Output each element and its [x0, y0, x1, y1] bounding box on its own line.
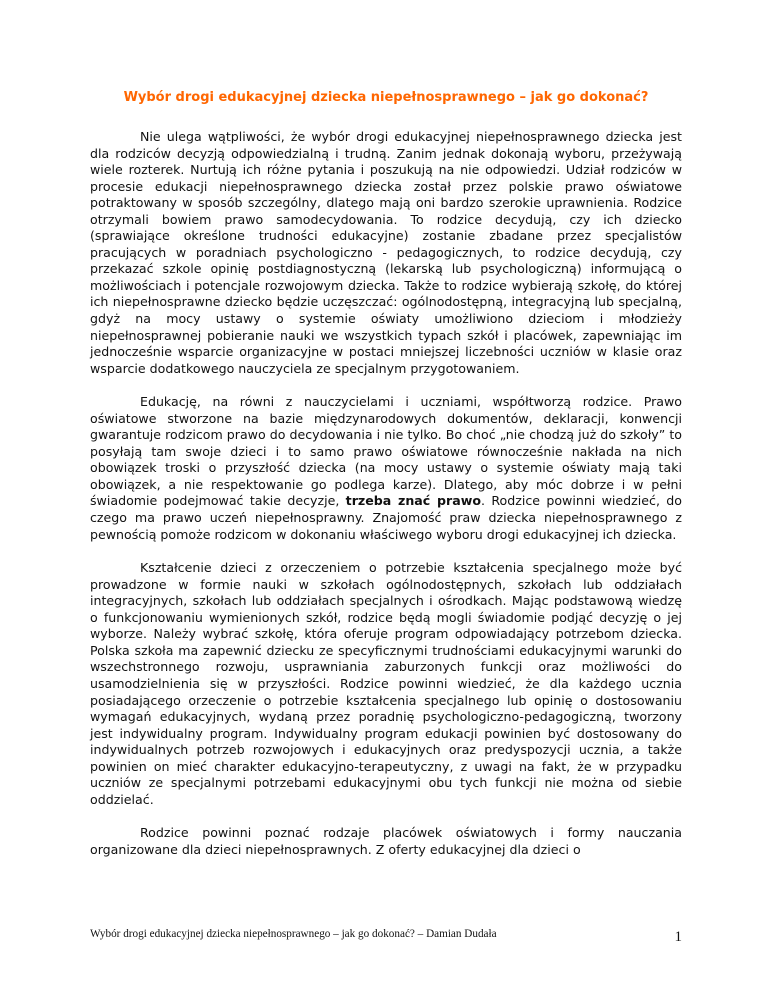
- paragraph-2-bold: trzeba znać prawo: [345, 493, 481, 509]
- paragraph-2: [90, 394, 682, 543]
- page-footer: [90, 925, 682, 945]
- page-number: 1: [674, 929, 682, 945]
- paragraph-1: Nie ulega wątpliwości, że wybór drogi edukacyjnej niepełnosprawnego dziecka jest dla rodziców decyzją odpowiedzialną i trudną. Zanim jednak dokonają wyboru, przeżywają wiele rozterek. Nurtują ich różne pytania i poszukują na nie odpowiedzi. Udział rodziców w procesie edukacji niepełnosprawnego dziecka został przez polskie prawo oświatowe potraktowany w sposób szczególny, dlatego mają oni bardzo szerokie uprawnienia. Rodzice otrzymali bowiem prawo samodecydowania. To rodzice decydują, czy ich dziecko (sprawiające określone trudności edukacyjne) zostanie zbadane przez specjalistów pracujących w poradniach psychologiczno - pedagogicznych, to rodzice decydują, czy przekazać szkole opinię postdiagnostyczną (lekarską lub psychologiczną) informującą o możliwościach i potencjale rozwojowym dziecka. Także to rodzice wybierają szkołę, do której ich niepełnosprawne dziecko będzie uczęszczać: ogólnodostępną, integracyjną lub specjalną, gdyż na mocy ustawy o systemie oświaty umożliwiono dzieciom i młodzieży niepełnosprawnej pobieranie nauki we wszystkich typach szkół i placówek, zapewniając im jednocześnie wsparcie organizacyjne w postaci mniejszej liczebności uczniów w klasie oraz wsparcie dodatkowego nauczyciela ze specjalnym przygotowaniem.: [90, 129, 682, 376]
- paragraph-3: Kształcenie dzieci z orzeczeniem o potrzebie kształcenia specjalnego może być prowadzone w formie nauki w szkołach ogólnodostępnych, szkołach lub oddziałach integracyjnych, szkołach lub oddziałach specjalnych i ośrodkach. Mając podstawową wiedzę o funkcjonowaniu wymienionych szkół, rodzice będą mogli świadomie podjąć decyzję o jej wyborze. Należy wybrać szkołę, która oferuje program odpowiadający potrzebom dziecka. Polska szkoła ma zapewnić dziecku ze specyficznymi trudnościami edukacyjnymi warunki do wszechstronnego rozwoju, usprawniania zaburzonych funkcji oraz możliwości do usamodzielnienia się w przyszłości. Rodzice powinni wiedzieć, że dla każdego ucznia posiadającego orzeczenie o potrzebie kształcenia specjalnego lub opinię o dostosowaniu wymagań edukacyjnych, wydaną przez poradnię psychologiczno-pedagogiczną, tworzony jest indywidualny program. Indywidualny program edukacji powinien być dostosowany do indywidualnych potrzeb rozwojowych i edukacyjnych oraz predyspozycji ucznia, a także powinien on mieć charakter edukacyjno-terapeutyczny, z uwagi na fakt, że w przypadku uczniów ze specjalnymi potrzebami edukacyjnymi obu tych funkcji nie można od siebie oddzielać.: [90, 560, 682, 807]
- paragraph-4: Rodzice powinni poznać rodzaje placówek oświatowych i formy nauczania organizowane dla dzieci niepełnosprawnych. Z oferty edukacyjnej dla dzieci o: [90, 825, 682, 857]
- paragraph-2-before: Edukację, na równi z nauczycielami i uczniami, współtworzą rodzice. Prawo oświatowe stworzone na bazie międzynarodowych dokumentów, deklaracji, konwencji gwarantuje rodzicom prawo do decydowania i nie tylko. Bo choć „nie chodzą już do szkoły” to posyłają tam swoje dzieci i to samo prawo oświatowe równocześnie nakłada na nich obowiązek troski o przyszłość dziecka (na mocy ustawy o systemie oświaty mają taki obowiązek, a nie respektowanie go podlega karze). Dlatego, aby móc dobrze i w pełni świadomie podejmować takie decyzje,: [90, 394, 682, 509]
- document-body: [90, 129, 682, 875]
- document-title: Wybór drogi edukacyjnej dziecka niepełnosprawnego – jak go dokonać?: [123, 90, 649, 105]
- footer-text: Wybór drogi edukacyjnej dziecka niepełnosprawnego – jak go dokonać? – Damian Dudała: [90, 928, 497, 940]
- paragraph-2-after: . Rodzice powinni wiedzieć, do czego ma prawo uczeń niepełnosprawny. Znajomość praw dziecka niepełnosprawnego z pewnością pomoże rodzicom w dokonaniu właściwego wyboru drogi edukacyjnej ich dziecka.: [90, 493, 682, 542]
